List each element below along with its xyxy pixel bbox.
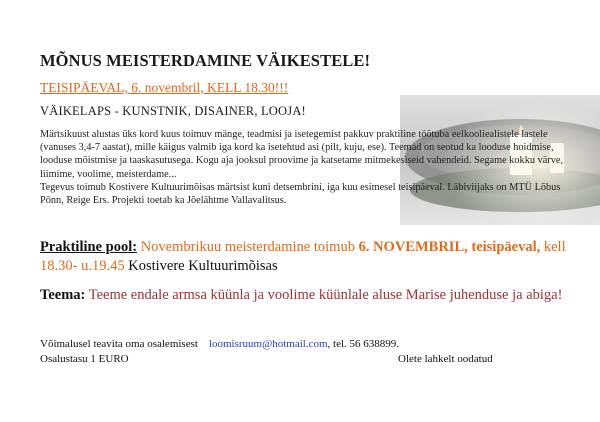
welcome-text: Olete lahkelt oodatud	[398, 353, 493, 365]
practical-text: Novembrikuu meisterdamine toimub	[137, 239, 359, 255]
theme-text: Teeme endale armsa küünla ja voolime küünlale aluse Marise juhenduse ja abiga!	[85, 287, 563, 303]
practical-time: kell 18.30- u.19.45	[40, 239, 566, 274]
description-paragraph: Tegevus toimub Kostivere Kultuurimõisas märtsist kuni detsembrini, iga kuu esimesel teisipäeval. Läbiviijaks on MTÜ Lõbus Põnn, Reige Ers. Projekti toetab ka Jõelähtme Vallavalitsus.	[40, 181, 561, 207]
email-link[interactable]: loomisruum@hotmail.com	[208, 338, 328, 350]
fee-text: Osalustasu 1 EURO	[40, 353, 129, 365]
fee-row	[40, 352, 580, 367]
practical-info	[40, 238, 590, 276]
theme-label: Teema:	[40, 287, 86, 303]
theme-info	[40, 286, 590, 305]
description-paragraph: Märtsikuust alustas üks kord kuus toimuv mänge, teadmisi ja isetegemist pakkuv praktiline töötuba eelkooliealistele lastele (vanuses 3,4-7 aastat), mille käigus valmib iga kord ka isetehtud asi (pilt, kuju, ese). Teemad on seotud ka looduse hoidmise, looduse mõistmise ja taaskasutusega. Kogu aja jooksul proovime ja katsetame mitmekesiseid vahendeid. Segame kokku värve, liimime, voolime, meisterdame...	[40, 129, 564, 180]
event-date: TEISIPÄEVAL, 6. novembril, KELL 18.30!!!	[40, 80, 289, 95]
description	[40, 128, 580, 207]
page-title: MÕNUS MEISTERDAMINE VÄIKESTELE!	[40, 51, 371, 70]
phone-text: , tel. 56 638899.	[327, 338, 400, 350]
practical-place: Kostivere Kultuurimõisas	[124, 258, 278, 274]
contact-info	[40, 337, 580, 367]
notify-text: Võimalusel teavita oma osalemisest	[40, 338, 198, 350]
practical-date: 6. NOVEMBRIL, teisipäeval,	[358, 239, 541, 255]
practical-label: Praktiline pool:	[40, 239, 138, 255]
subtitle: VÄIKELAPS - KUNSTNIK, DISAINER, LOOJA!	[40, 104, 306, 118]
contact-row	[40, 337, 580, 352]
